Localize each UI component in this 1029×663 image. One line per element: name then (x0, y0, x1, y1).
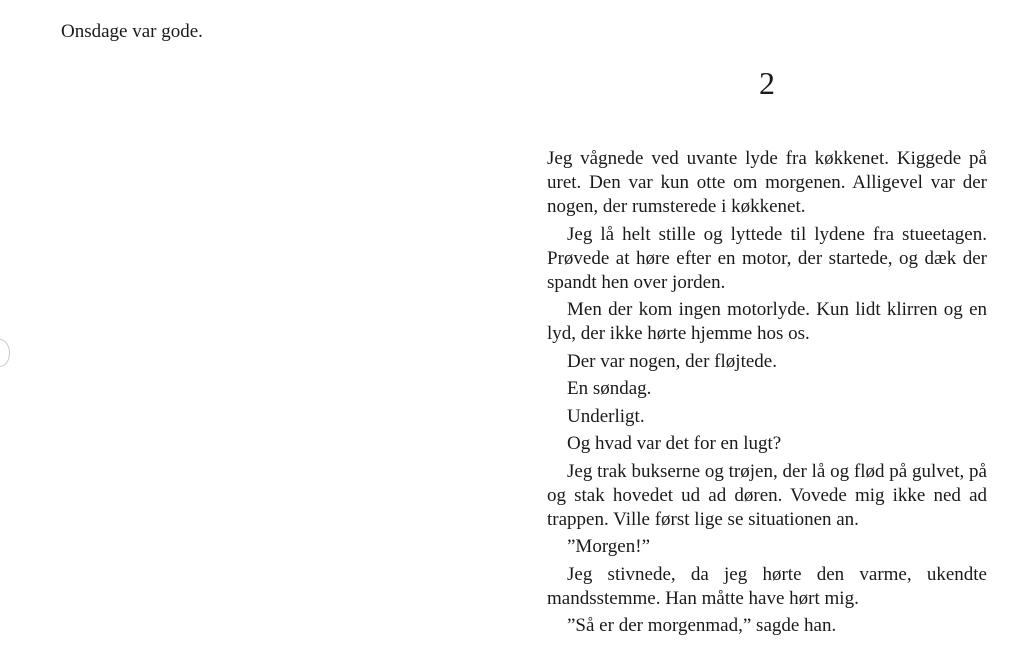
paragraph: Jeg trak bukserne og trøjen, der lå og flød på gulvet, på og stak hovedet ud ad døren. Vovede mig ikke ned ad trappen. Ville først lige se situationen an. (547, 460, 987, 530)
left-page (0, 0, 514, 663)
paragraph: Jeg lå helt stille og lyttede til lydene fra stueetagen. Prøvede at høre efter en motor, der startede, og dæk der spandt hen over jorden. (547, 223, 987, 293)
paragraph: Underligt. (567, 405, 645, 427)
chapter-body (547, 147, 987, 642)
paragraph: ”Så er der morgenmad,” sagde han. (567, 615, 837, 636)
right-page (547, 0, 987, 663)
paragraph: En søndag. (567, 378, 652, 399)
paragraph: Der var nogen, der fløjtede. (567, 350, 777, 372)
paragraph: Jeg stivnede, da jeg hørte den varme, ukendte mandsstemme. Han måtte have hørt mig. (547, 563, 987, 609)
paragraph: Men der kom ingen motorlyde. Kun lidt klirren og en lyd, der ikke hørte hjemme hos os. (547, 299, 987, 344)
previous-page-handle[interactable] (0, 339, 10, 367)
paragraph: Jeg vågnede ved uvante lyde fra køkkenet. Kiggede på uret. Den var kun otte om morgenen. Alligevel var der nogen, der rumsterede i køkkenet. (547, 148, 987, 217)
paragraph: Og hvad var det for en lugt? (567, 433, 782, 454)
chapter-number: 2 (759, 65, 775, 101)
left-page-text: Onsdage var gode. (61, 21, 203, 42)
paragraph: ”Morgen!” (567, 536, 651, 557)
